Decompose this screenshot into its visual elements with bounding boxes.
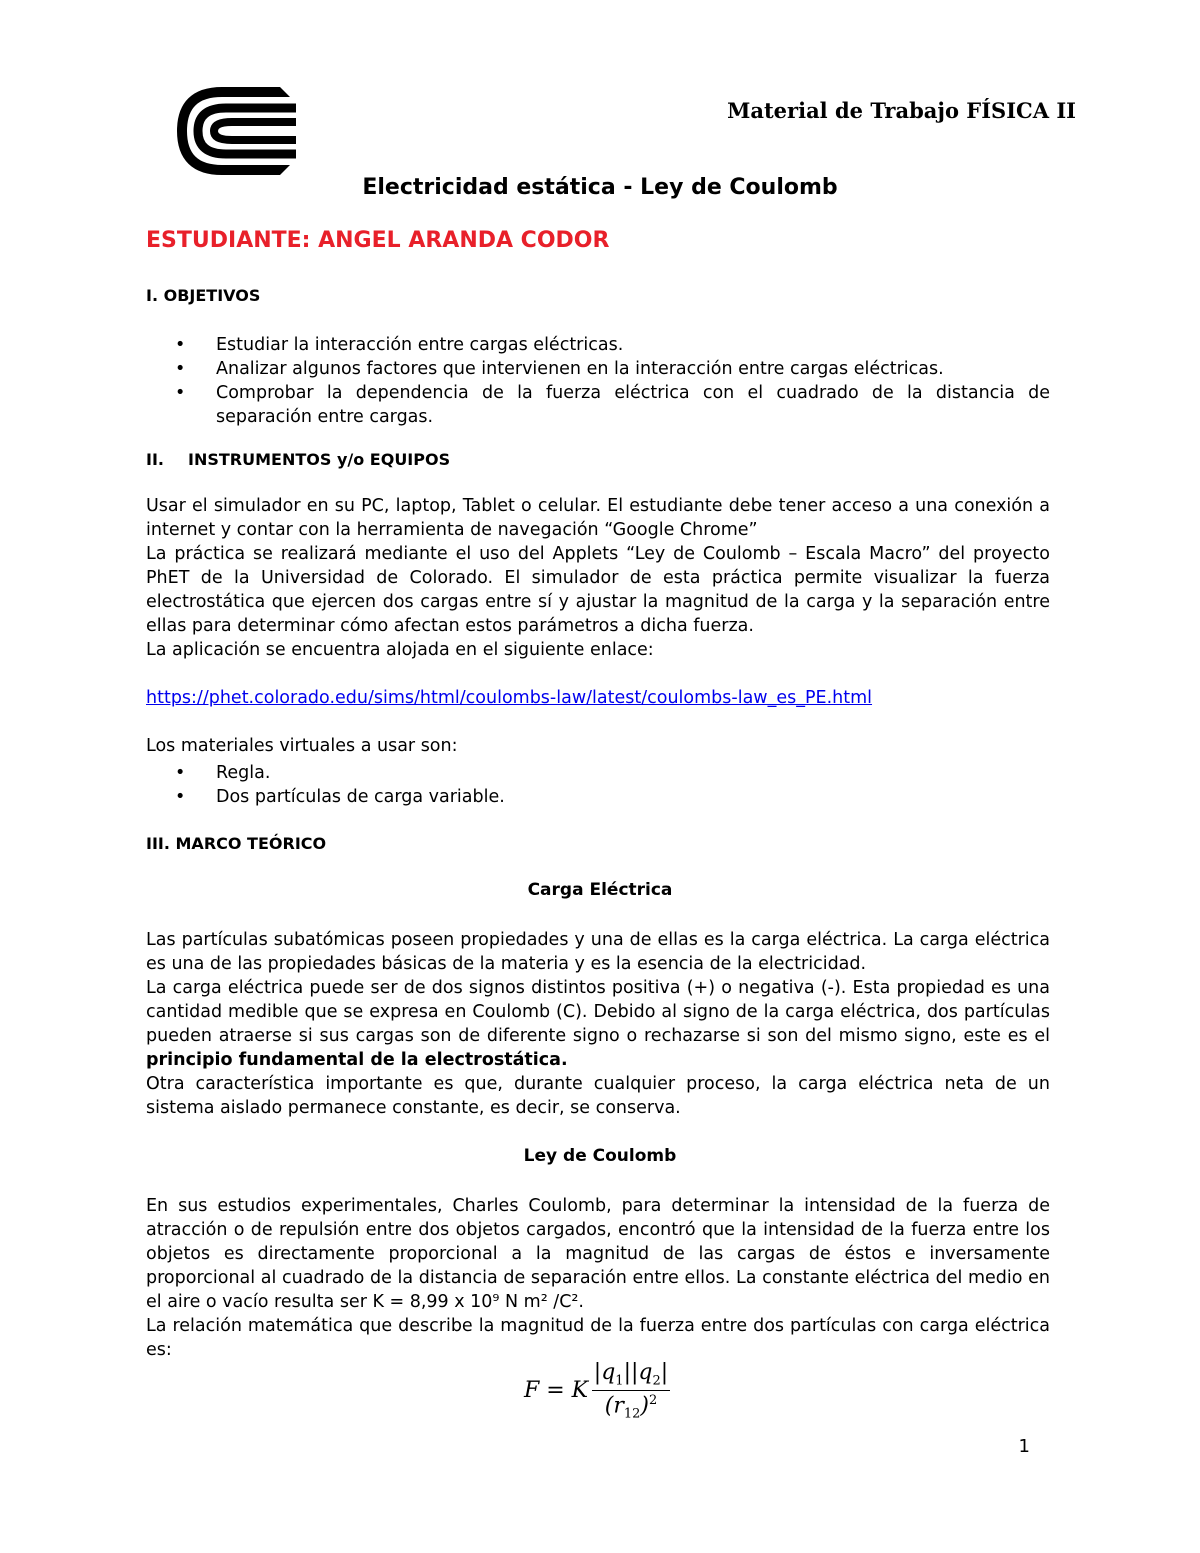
formula-q2-sub: 2: [652, 1373, 661, 1389]
materials-intro: Los materiales virtuales a usar son:: [146, 736, 458, 756]
formula-r: r: [613, 1393, 624, 1419]
section-number: II.: [146, 450, 164, 469]
list-item: • Estudiar la interacción entre cargas eléctricas.: [146, 333, 1050, 357]
theory-heading: III. MARCO TEÓRICO: [146, 834, 327, 853]
simulator-link[interactable]: https://phet.colorado.edu/sims/html/coulombs-law/latest/coulombs-law_es_PE.html: [146, 688, 873, 708]
instruments-paragraph-3: La aplicación se encuentra alojada en el siguiente enlace:: [146, 640, 654, 660]
coulomb-paragraph-1: En sus estudios experimentales, Charles Coulomb, para determinar la intensidad de la fuerza de atracción o de repulsión entre dos objetos cargados, encontró que la intensidad de la fuerza entre los objetos es directamente proporcional a la magnitud de las cargas de éstos e inversamente proporcional al cuadrado de la distancia de separación entre ellos. La constante eléctrica del medio en el aire o vacío resulta ser K = 8,99 x 10⁹ N m² /C².: [146, 1196, 1050, 1312]
charge-subtitle: Carga Eléctrica: [527, 880, 673, 900]
formula-denominator: $(r_{12})^2$: [604, 1393, 658, 1423]
charge-paragraph-2-text: La carga eléctrica puede ser de dos signos distintos positiva (+) o negativa (-). Esta propiedad es una cantidad medible que se expresa en Coulomb (C). Debido al signo de la carga eléctrica, dos partículas pueden atraerse si sus cargas son de diferente signo o rechazarse si son del mismo signo, este es el: [146, 978, 1050, 1046]
formula-lhs: F = K: [524, 1378, 589, 1403]
formula-q1-sub: 1: [615, 1373, 624, 1389]
list-item: • Regla.: [146, 761, 1050, 785]
list-item: • Comprobar la dependencia de la fuerza eléctrica con el cuadrado de la distancia de separación entre cargas.: [146, 381, 1050, 429]
student-name: ESTUDIANTE: ANGEL ARANDA CODOR: [146, 228, 610, 253]
coulomb-paragraph-2: La relación matemática que describe la magnitud de la fuerza entre dos partículas con carga eléctrica es:: [146, 1316, 1050, 1360]
formula-numerator: $|q_1||q_2|$: [592, 1360, 670, 1391]
list-item: • Dos partículas de carga variable.: [146, 785, 1050, 809]
header-title: Material de Trabajo FÍSICA II: [727, 98, 1076, 123]
objectives-list: [146, 333, 1050, 429]
objectives-heading: I. OBJETIVOS: [146, 286, 261, 305]
list-item: • Analizar algunos factores que intervienen en la interacción entre cargas eléctricas.: [146, 357, 1050, 381]
instruments-paragraph-2: La práctica se realizará mediante el uso del Applets “Ley de Coulomb – Escala Macro” del proyecto PhET de la Universidad de Colorado. El simulador de esta práctica permite visualizar la fuerza electrostática que ejercen dos cargas entre sí y ajustar la magnitud de la carga y la separación entre ellas para determinar cómo afectan estos parámetros a dicha fuerza.: [146, 544, 1050, 636]
page-number: 1: [1018, 1436, 1030, 1457]
materials-list: [146, 761, 1050, 809]
formula-r-exp: 2: [648, 1393, 658, 1409]
charge-paragraph-2: [146, 976, 1050, 1072]
section-title: INSTRUMENTOS y/o EQUIPOS: [188, 450, 451, 469]
document-title: Electricidad estática - Ley de Coulomb: [362, 175, 838, 200]
simulator-link-line: [146, 686, 1050, 710]
instruments-heading: [146, 450, 450, 469]
charge-paragraph-1: Las partículas subatómicas poseen propiedades y una de ellas es la carga eléctrica. La carga eléctrica es una de las propiedades básicas de la materia y es la esencia de la electricidad.: [146, 930, 1050, 974]
coulomb-subtitle: Ley de Coulomb: [523, 1146, 677, 1166]
electrostatics-principle: principio fundamental de la electrostática.: [146, 1050, 568, 1070]
instruments-paragraph-1: Usar el simulador en su PC, laptop, Tablet o celular. El estudiante debe tener acceso a una conexión a internet y contar con la herramienta de navegación “Google Chrome”: [146, 496, 1050, 540]
charge-paragraph-3: Otra característica importante es que, durante cualquier proceso, la carga eléctrica neta de un sistema aislado permanece constante, es decir, se conserva.: [146, 1074, 1050, 1118]
institution-logo: [176, 86, 298, 176]
formula-q2: q: [638, 1360, 653, 1385]
formula-fraction: [592, 1360, 670, 1422]
formula-r-sub: 12: [623, 1407, 641, 1423]
formula-q1: q: [601, 1360, 616, 1385]
